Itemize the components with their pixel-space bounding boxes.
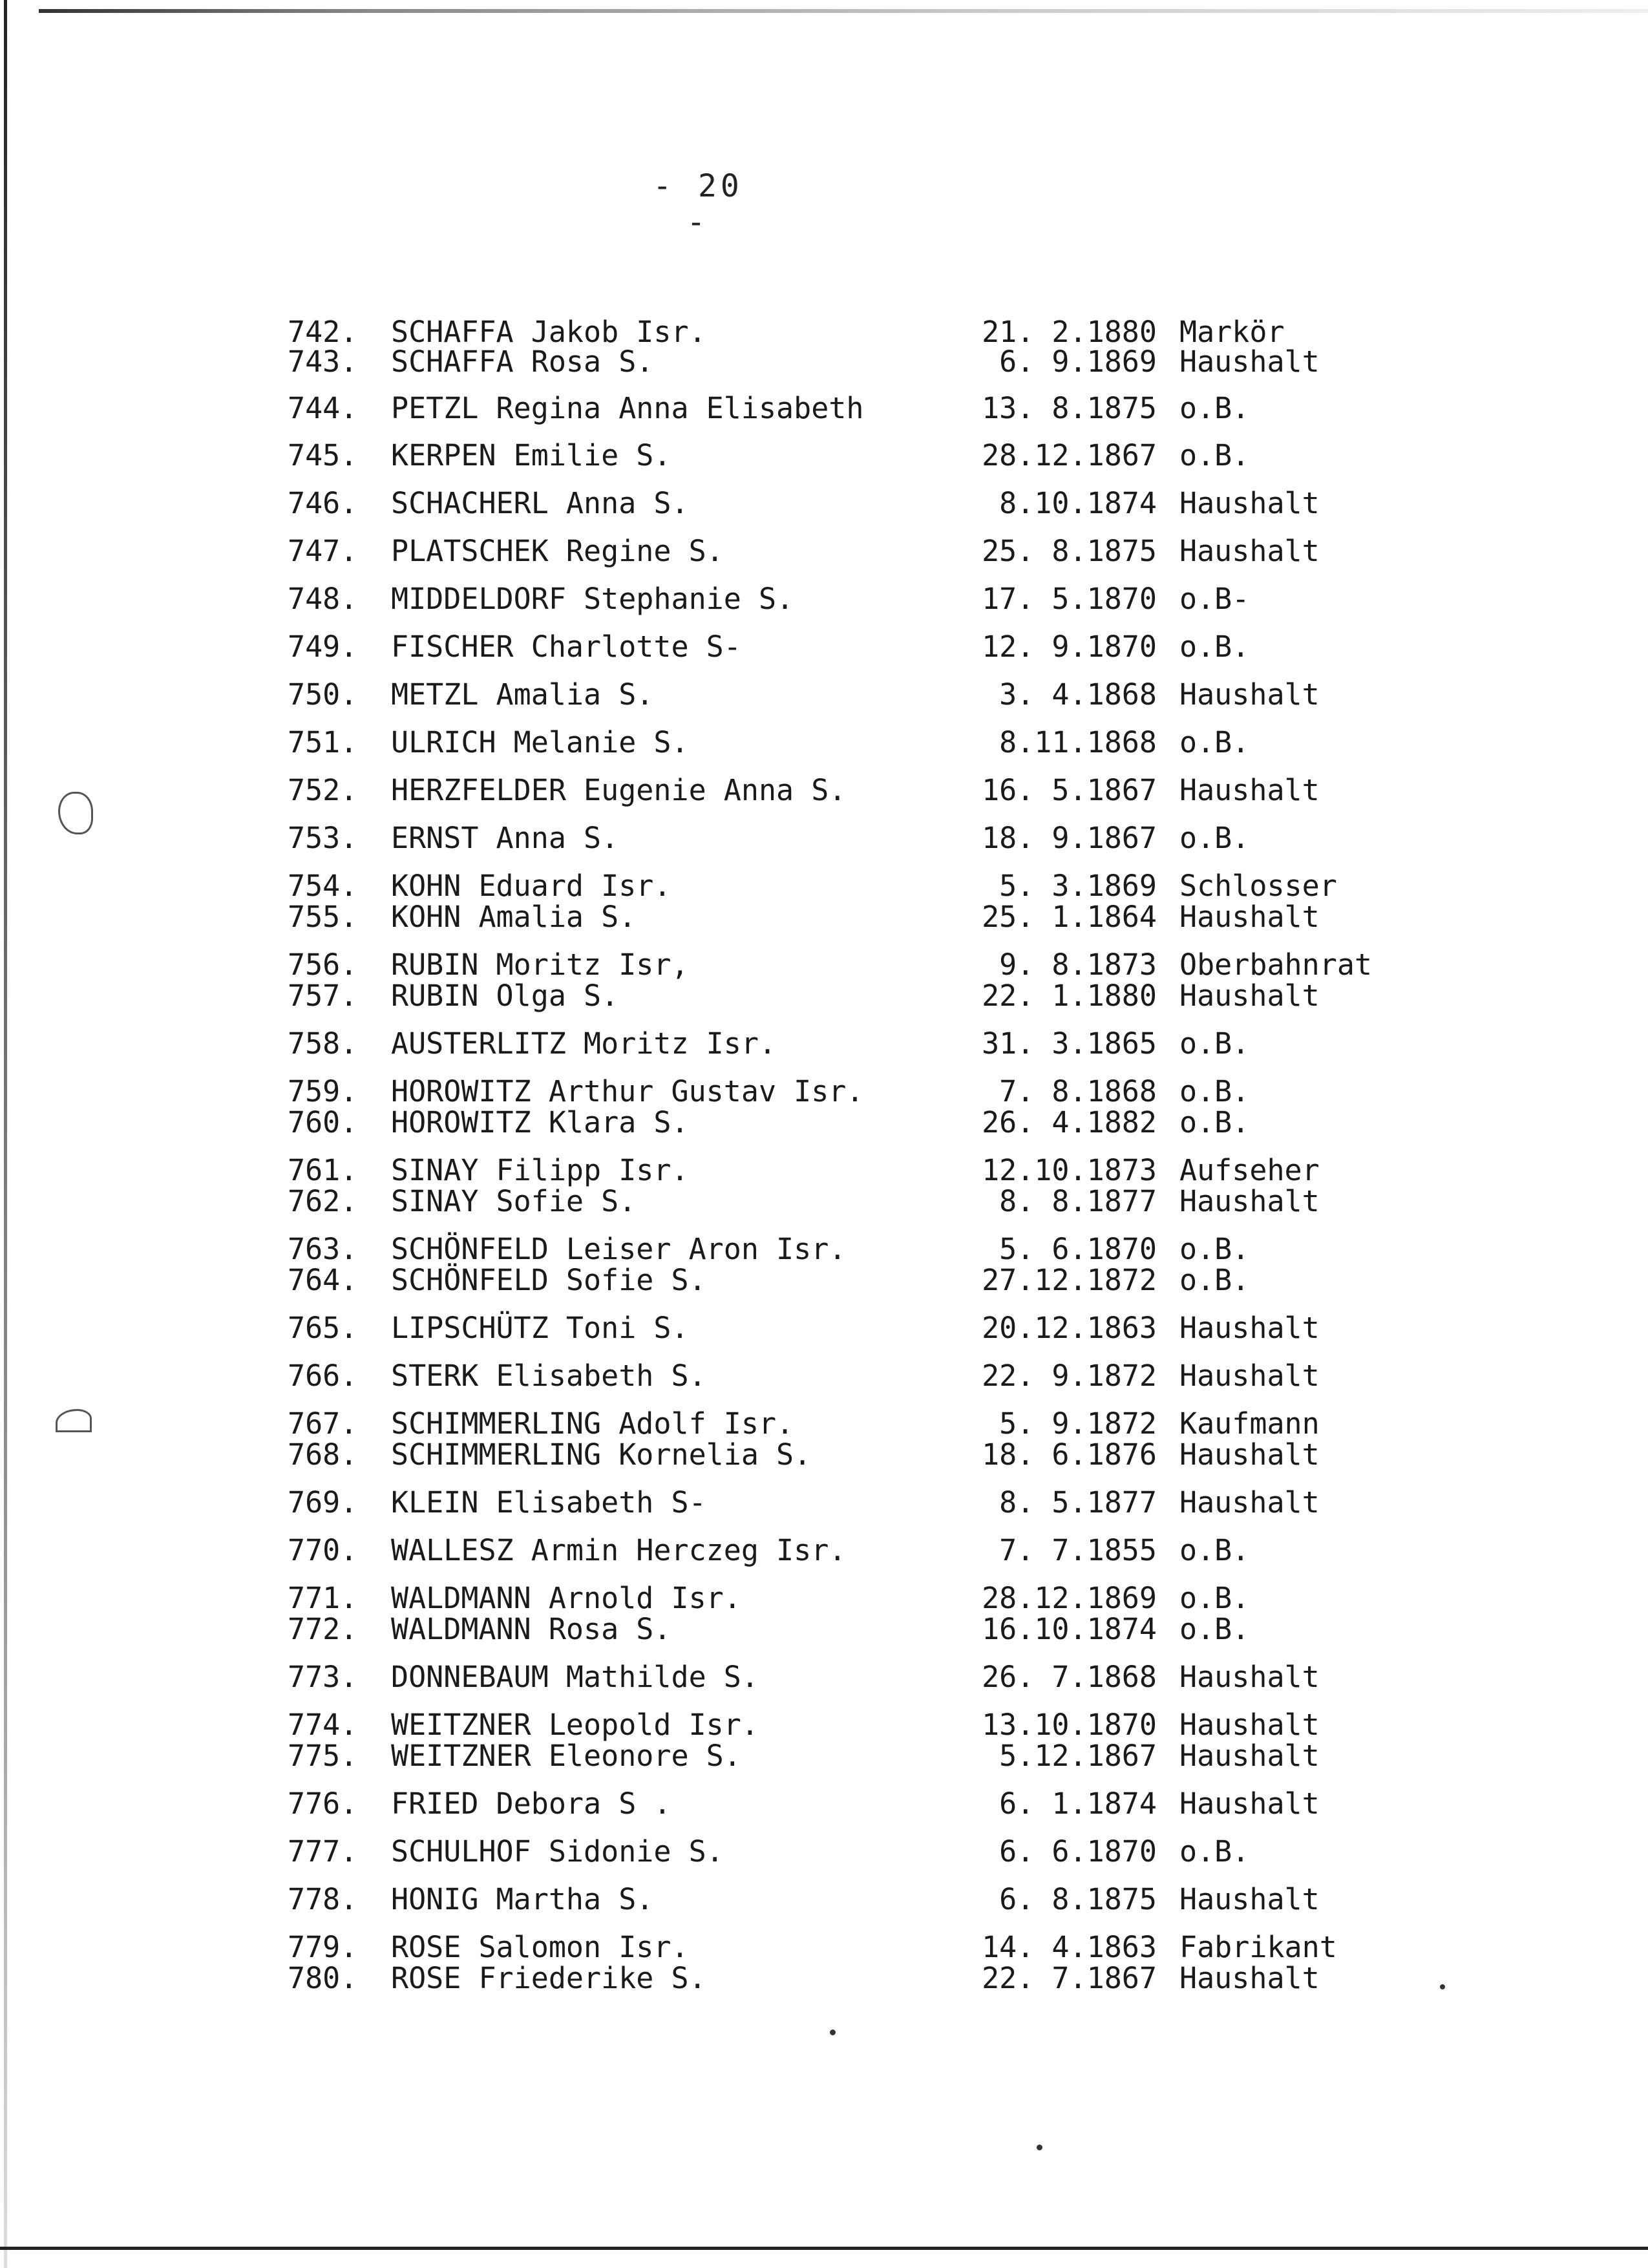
birth-date: 28.12.1867 [982,438,1157,472]
entry-number: 777. [288,1834,358,1869]
person-name: PETZL Regina Anna Elisabeth [391,391,864,425]
birth-date: 6. 6.1870 [999,1834,1157,1869]
person-name: HONIG Martha S. [391,1882,654,1916]
entry-number: 767. [288,1406,358,1441]
birth-date: 16.10.1874 [982,1612,1157,1646]
birth-date: 6. 9.1869 [999,344,1157,379]
entry-number: 772. [288,1612,358,1646]
birth-date: 5. 6.1870 [999,1232,1157,1266]
person-name: KOHN Amalia S. [391,900,637,934]
entry-number: 755. [288,900,358,934]
birth-date: 12. 9.1870 [982,630,1157,664]
entry-number: 770. [288,1533,358,1567]
birth-date: 8. 8.1877 [999,1184,1157,1218]
occupation: Haushalt [1179,1786,1320,1821]
person-name: WALDMANN Rosa S. [391,1612,671,1646]
person-name: KOHN Eduard Isr. [391,869,671,903]
person-name: WEITZNER Eleonore S. [391,1739,741,1773]
occupation: Haushalt [1179,1311,1320,1345]
ink-dot [1037,2145,1042,2150]
person-name: SINAY Sofie S. [391,1184,637,1218]
person-name: PLATSCHEK Regine S. [391,534,724,568]
entry-number: 751. [288,725,358,759]
occupation: Haushalt [1179,979,1320,1013]
occupation: o.B- [1179,582,1250,616]
entry-number: 762. [288,1184,358,1218]
entry-number: 757. [288,979,358,1013]
birth-date: 13. 8.1875 [982,391,1157,425]
person-name: ROSE Salomon Isr. [391,1930,689,1964]
entry-number: 760. [288,1105,358,1139]
birth-date: 20.12.1863 [982,1311,1157,1345]
birth-date: 14. 4.1863 [982,1930,1157,1964]
person-name: KLEIN Elisabeth S- [391,1485,706,1520]
birth-date: 22. 7.1867 [982,1961,1157,1995]
birth-date: 5.12.1867 [999,1739,1157,1773]
birth-date: 18. 6.1876 [982,1437,1157,1472]
occupation: Haushalt [1179,773,1320,807]
occupation: o.B. [1179,1263,1250,1297]
birth-date: 27.12.1872 [982,1263,1157,1297]
entry-number: 780. [288,1961,358,1995]
occupation: Aufseher [1179,1153,1320,1187]
person-name: HOROWITZ Arthur Gustav Isr. [391,1074,864,1108]
person-name: FRIED Debora S . [391,1786,671,1821]
occupation: Haushalt [1179,1359,1320,1393]
birth-date: 28.12.1869 [982,1581,1157,1615]
occupation: o.B. [1179,391,1250,425]
entry-number: 763. [288,1232,358,1266]
entry-number: 748. [288,582,358,616]
entry-number: 756. [288,948,358,982]
entry-number: 769. [288,1485,358,1520]
person-name: SCHIMMERLING Adolf Isr. [391,1406,794,1441]
person-name: DONNEBAUM Mathilde S. [391,1660,759,1694]
person-name: MIDDELDORF Stephanie S. [391,582,794,616]
entry-number: 773. [288,1660,358,1694]
occupation: o.B. [1179,1026,1250,1061]
entry-number: 778. [288,1882,358,1916]
occupation: o.B. [1179,1232,1250,1266]
birth-date: 25. 1.1864 [982,900,1157,934]
person-name: METZL Amalia S. [391,677,654,712]
occupation: Haushalt [1179,1660,1320,1694]
occupation: o.B. [1179,630,1250,664]
occupation: o.B. [1179,438,1250,472]
person-name: ULRICH Melanie S. [391,725,689,759]
person-name: KERPEN Emilie S. [391,438,671,472]
entry-number: 766. [288,1359,358,1393]
occupation: Haushalt [1179,1708,1320,1742]
birth-date: 17. 5.1870 [982,582,1157,616]
entry-number: 753. [288,821,358,855]
person-name: SCHAFFA Rosa S. [391,344,654,379]
occupation: o.B. [1179,1533,1250,1567]
person-name: ROSE Friederike S. [391,1961,706,1995]
occupation: Fabrikant [1179,1930,1337,1964]
occupation: Haushalt [1179,900,1320,934]
ink-dot [1440,1984,1445,1989]
occupation: Haushalt [1179,1485,1320,1520]
entry-number: 759. [288,1074,358,1108]
ink-dot [830,2030,836,2035]
birth-date: 8.11.1868 [999,725,1157,759]
birth-date: 6. 8.1875 [999,1882,1157,1916]
birth-date: 26. 4.1882 [982,1105,1157,1139]
entry-number: 771. [288,1581,358,1615]
occupation: Haushalt [1179,534,1320,568]
occupation: Haushalt [1179,1961,1320,1995]
person-name: SCHIMMERLING Kornelia S. [391,1437,812,1472]
birth-date: 21. 2.1880 [982,315,1157,349]
person-name: FISCHER Charlotte S- [391,630,741,664]
person-name: RUBIN Olga S. [391,979,619,1013]
person-name: SCHULHOF Sidonie S. [391,1834,724,1869]
birth-date: 16. 5.1867 [982,773,1157,807]
birth-date: 8. 5.1877 [999,1485,1157,1520]
scan-edge-top [39,9,1648,13]
birth-date: 7. 7.1855 [999,1533,1157,1567]
person-name: SINAY Filipp Isr. [391,1153,689,1187]
birth-date: 9. 8.1873 [999,948,1157,982]
entry-number: 774. [288,1708,358,1742]
birth-date: 25. 8.1875 [982,534,1157,568]
entry-number: 742. [288,315,358,349]
occupation: Haushalt [1179,1882,1320,1916]
page-number: - 20 - [653,168,743,240]
person-name: SCHACHERL Anna S. [391,486,689,520]
entry-number: 747. [288,534,358,568]
person-name: ERNST Anna S. [391,821,619,855]
margin-scribble [58,792,93,834]
person-name: RUBIN Moritz Isr, [391,948,689,982]
birth-date: 5. 9.1872 [999,1406,1157,1441]
person-name: SCHÖNFELD Leiser Aron Isr. [391,1232,847,1266]
entry-number: 761. [288,1153,358,1187]
occupation: Haushalt [1179,486,1320,520]
entry-number: 768. [288,1437,358,1472]
entry-number: 779. [288,1930,358,1964]
scan-edge-bottom [0,2247,1648,2250]
occupation: Schlosser [1179,869,1337,903]
birth-date: 3. 4.1868 [999,677,1157,712]
occupation: Haushalt [1179,1437,1320,1472]
birth-date: 18. 9.1867 [982,821,1157,855]
occupation: o.B. [1179,1581,1250,1615]
entry-number: 744. [288,391,358,425]
person-name: WALDMANN Arnold Isr. [391,1581,741,1615]
entry-number: 754. [288,869,358,903]
birth-date: 6. 1.1874 [999,1786,1157,1821]
occupation: Haushalt [1179,1739,1320,1773]
entry-number: 758. [288,1026,358,1061]
entry-number: 749. [288,630,358,664]
occupation: o.B. [1179,1074,1250,1108]
entry-number: 750. [288,677,358,712]
occupation: Haushalt [1179,1184,1320,1218]
person-name: HOROWITZ Klara S. [391,1105,689,1139]
entry-number: 776. [288,1786,358,1821]
person-name: WALLESZ Armin Herczeg Isr. [391,1533,847,1567]
margin-scribble [56,1409,92,1432]
occupation: o.B. [1179,1105,1250,1139]
birth-date: 5. 3.1869 [999,869,1157,903]
entry-number: 745. [288,438,358,472]
entry-number: 775. [288,1739,358,1773]
occupation: o.B. [1179,1834,1250,1869]
birth-date: 13.10.1870 [982,1708,1157,1742]
birth-date: 22. 9.1872 [982,1359,1157,1393]
scan-edge-left [4,0,7,2268]
person-name: LIPSCHÜTZ Toni S. [391,1311,689,1345]
person-name: SCHÖNFELD Sofie S. [391,1263,706,1297]
birth-date: 22. 1.1880 [982,979,1157,1013]
birth-date: 7. 8.1868 [999,1074,1157,1108]
occupation: Haushalt [1179,344,1320,379]
occupation: Haushalt [1179,677,1320,712]
occupation: o.B. [1179,1612,1250,1646]
entry-number: 765. [288,1311,358,1345]
birth-date: 31. 3.1865 [982,1026,1157,1061]
birth-date: 8.10.1874 [999,486,1157,520]
birth-date: 12.10.1873 [982,1153,1157,1187]
occupation: Markör [1179,315,1285,349]
entry-number: 764. [288,1263,358,1297]
person-name: AUSTERLITZ Moritz Isr. [391,1026,777,1061]
occupation: o.B. [1179,821,1250,855]
occupation: Kaufmann [1179,1406,1320,1441]
entry-number: 746. [288,486,358,520]
person-name: SCHAFFA Jakob Isr. [391,315,706,349]
entry-number: 752. [288,773,358,807]
birth-date: 26. 7.1868 [982,1660,1157,1694]
person-name: HERZFELDER Eugenie Anna S. [391,773,847,807]
person-name: STERK Elisabeth S. [391,1359,706,1393]
person-name: WEITZNER Leopold Isr. [391,1708,759,1742]
occupation: Oberbahnrat [1179,948,1373,982]
entry-number: 743. [288,344,358,379]
occupation: o.B. [1179,725,1250,759]
